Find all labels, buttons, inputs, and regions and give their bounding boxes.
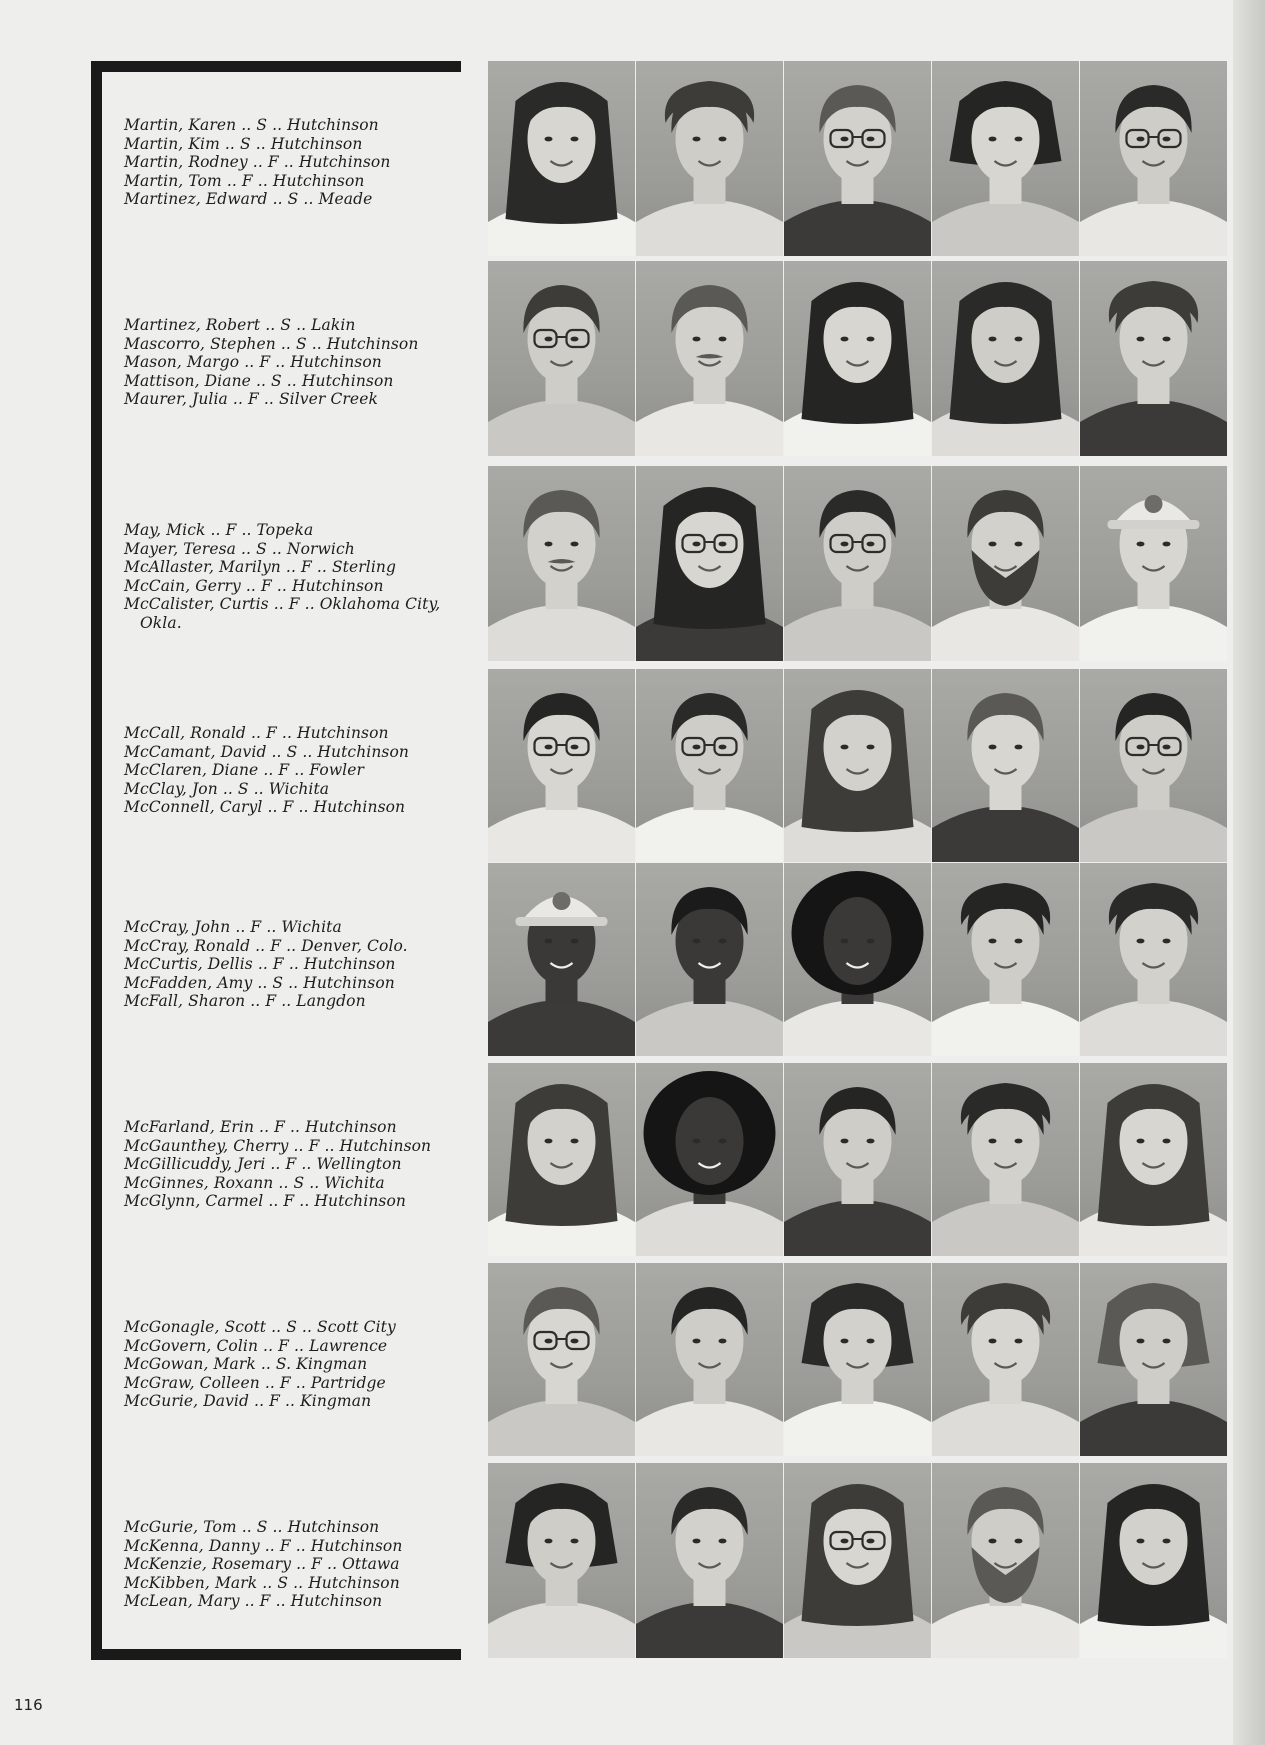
student-entry: McClay, Jon .. S .. Wichita: [124, 779, 330, 798]
bracket-left-rule: [91, 61, 102, 1660]
student-entry: Martinez, Edward .. S .. Meade: [124, 190, 373, 209]
name-list: [124, 1118, 469, 1211]
student-portrait: [636, 863, 783, 1056]
student-entry: McGraw, Colleen .. F .. Partridge: [124, 1373, 386, 1392]
name-list: [124, 1518, 469, 1611]
name-list: [124, 918, 469, 1011]
student-portrait: [932, 1263, 1079, 1456]
student-entry: McGillicuddy, Jeri .. F .. Wellington: [124, 1155, 402, 1174]
student-entry: Martin, Karen .. S .. Hutchinson: [124, 116, 379, 134]
student-entry: McKenna, Danny .. F .. Hutchinson: [124, 1536, 403, 1555]
student-entry: McCamant, David .. S .. Hutchinson: [124, 742, 409, 761]
student-entry: Martin, Tom .. F .. Hutchinson: [124, 171, 365, 190]
student-entry: McCain, Gerry .. F .. Hutchinson: [124, 576, 384, 595]
bracket-bottom-rule: [91, 1649, 461, 1660]
student-portrait: [1080, 261, 1227, 456]
student-entry: McGowan, Mark .. S. Kingman: [124, 1355, 368, 1374]
student-entry: Martin, Kim .. S .. Hutchinson: [124, 134, 363, 153]
page-number: 116: [14, 1696, 43, 1714]
student-entry: McGovern, Colin .. F .. Lawrence: [124, 1336, 388, 1355]
student-entry: McLean, Mary .. F .. Hutchinson: [124, 1592, 383, 1611]
student-entry: McKibben, Mark .. S .. Hutchinson: [124, 1573, 400, 1592]
student-portrait: [1080, 863, 1227, 1056]
student-entry: Mattison, Diane .. S .. Hutchinson: [124, 371, 394, 390]
student-entry: McAllaster, Marilyn .. F .. Sterling: [124, 558, 397, 577]
student-portrait: [932, 261, 1079, 456]
student-portrait: [488, 1063, 635, 1256]
student-portrait: [784, 466, 931, 661]
page-edge: [1233, 0, 1265, 1745]
student-entry: Mayer, Teresa .. S .. Norwich: [124, 539, 355, 558]
student-entry: McCalister, Curtis .. F .. Oklahoma City,: [124, 595, 441, 614]
student-portrait: [932, 61, 1079, 256]
student-entry: Mascorro, Stephen .. S .. Hutchinson: [124, 334, 419, 353]
student-entry: Mason, Margo .. F .. Hutchinson: [124, 353, 382, 372]
student-portrait: [784, 669, 931, 862]
student-entry: McKenzie, Rosemary .. F .. Ottawa: [124, 1555, 400, 1574]
student-portrait: [932, 863, 1079, 1056]
student-entry: McCray, John .. F .. Wichita: [124, 918, 342, 936]
name-list: [124, 316, 469, 409]
student-entry: McClaren, Diane .. F .. Fowler: [124, 761, 365, 780]
student-portrait: [488, 1263, 635, 1456]
student-entry: McGurie, Tom .. S .. Hutchinson: [124, 1518, 380, 1536]
student-portrait: [784, 863, 931, 1056]
student-portrait: [488, 863, 635, 1056]
student-portrait: [636, 1463, 783, 1658]
student-entry: McGonagle, Scott .. S .. Scott City: [124, 1318, 396, 1336]
student-portrait: [1080, 1463, 1227, 1658]
student-entry: May, Mick .. F .. Topeka: [124, 521, 314, 539]
student-entry: McGlynn, Carmel .. F .. Hutchinson: [124, 1192, 406, 1211]
student-portrait: [932, 669, 1079, 862]
student-portrait: [1080, 1263, 1227, 1456]
student-entry: McConnell, Caryl .. F .. Hutchinson: [124, 798, 406, 817]
student-portrait: [932, 1463, 1079, 1658]
name-list: [124, 1318, 469, 1411]
student-entry: McFall, Sharon .. F .. Langdon: [124, 992, 366, 1011]
name-list: [124, 116, 469, 209]
student-entry: McCall, Ronald .. F .. Hutchinson: [124, 724, 389, 742]
name-list: [124, 521, 469, 633]
student-portrait: [488, 61, 635, 256]
student-portrait: [488, 466, 635, 661]
student-portrait: [636, 1263, 783, 1456]
student-portrait: [784, 1263, 931, 1456]
student-portrait: [636, 61, 783, 256]
student-portrait: [1080, 669, 1227, 862]
bracket-top-rule: [91, 61, 461, 72]
student-portrait: [488, 1463, 635, 1658]
student-portrait: [1080, 61, 1227, 256]
student-portrait: [932, 466, 1079, 661]
student-portrait: [1080, 1063, 1227, 1256]
student-portrait: [488, 669, 635, 862]
name-list: [124, 724, 469, 817]
student-portrait: [932, 1063, 1079, 1256]
student-portrait: [784, 261, 931, 456]
student-portrait: [784, 1463, 931, 1658]
student-portrait: [636, 466, 783, 661]
student-entry: McCray, Ronald .. F .. Denver, Colo.: [124, 936, 408, 955]
student-portrait: [636, 1063, 783, 1256]
student-entry: McFadden, Amy .. S .. Hutchinson: [124, 973, 395, 992]
student-portrait: [636, 261, 783, 456]
student-entry: McFarland, Erin .. F .. Hutchinson: [124, 1118, 397, 1136]
student-portrait: [784, 1063, 931, 1256]
student-portrait: [488, 261, 635, 456]
student-entry: Okla.: [140, 613, 182, 632]
student-portrait: [636, 669, 783, 862]
student-portrait: [784, 61, 931, 256]
student-entry: Martin, Rodney .. F .. Hutchinson: [124, 153, 391, 172]
student-entry: McGurie, David .. F .. Kingman: [124, 1392, 372, 1411]
student-entry: Maurer, Julia .. F .. Silver Creek: [124, 390, 378, 409]
student-entry: McGinnes, Roxann .. S .. Wichita: [124, 1173, 385, 1192]
student-entry: Martinez, Robert .. S .. Lakin: [124, 316, 356, 334]
student-entry: McGaunthey, Cherry .. F .. Hutchinson: [124, 1136, 432, 1155]
student-entry: McCurtis, Dellis .. F .. Hutchinson: [124, 955, 396, 974]
student-portrait: [1080, 466, 1227, 661]
